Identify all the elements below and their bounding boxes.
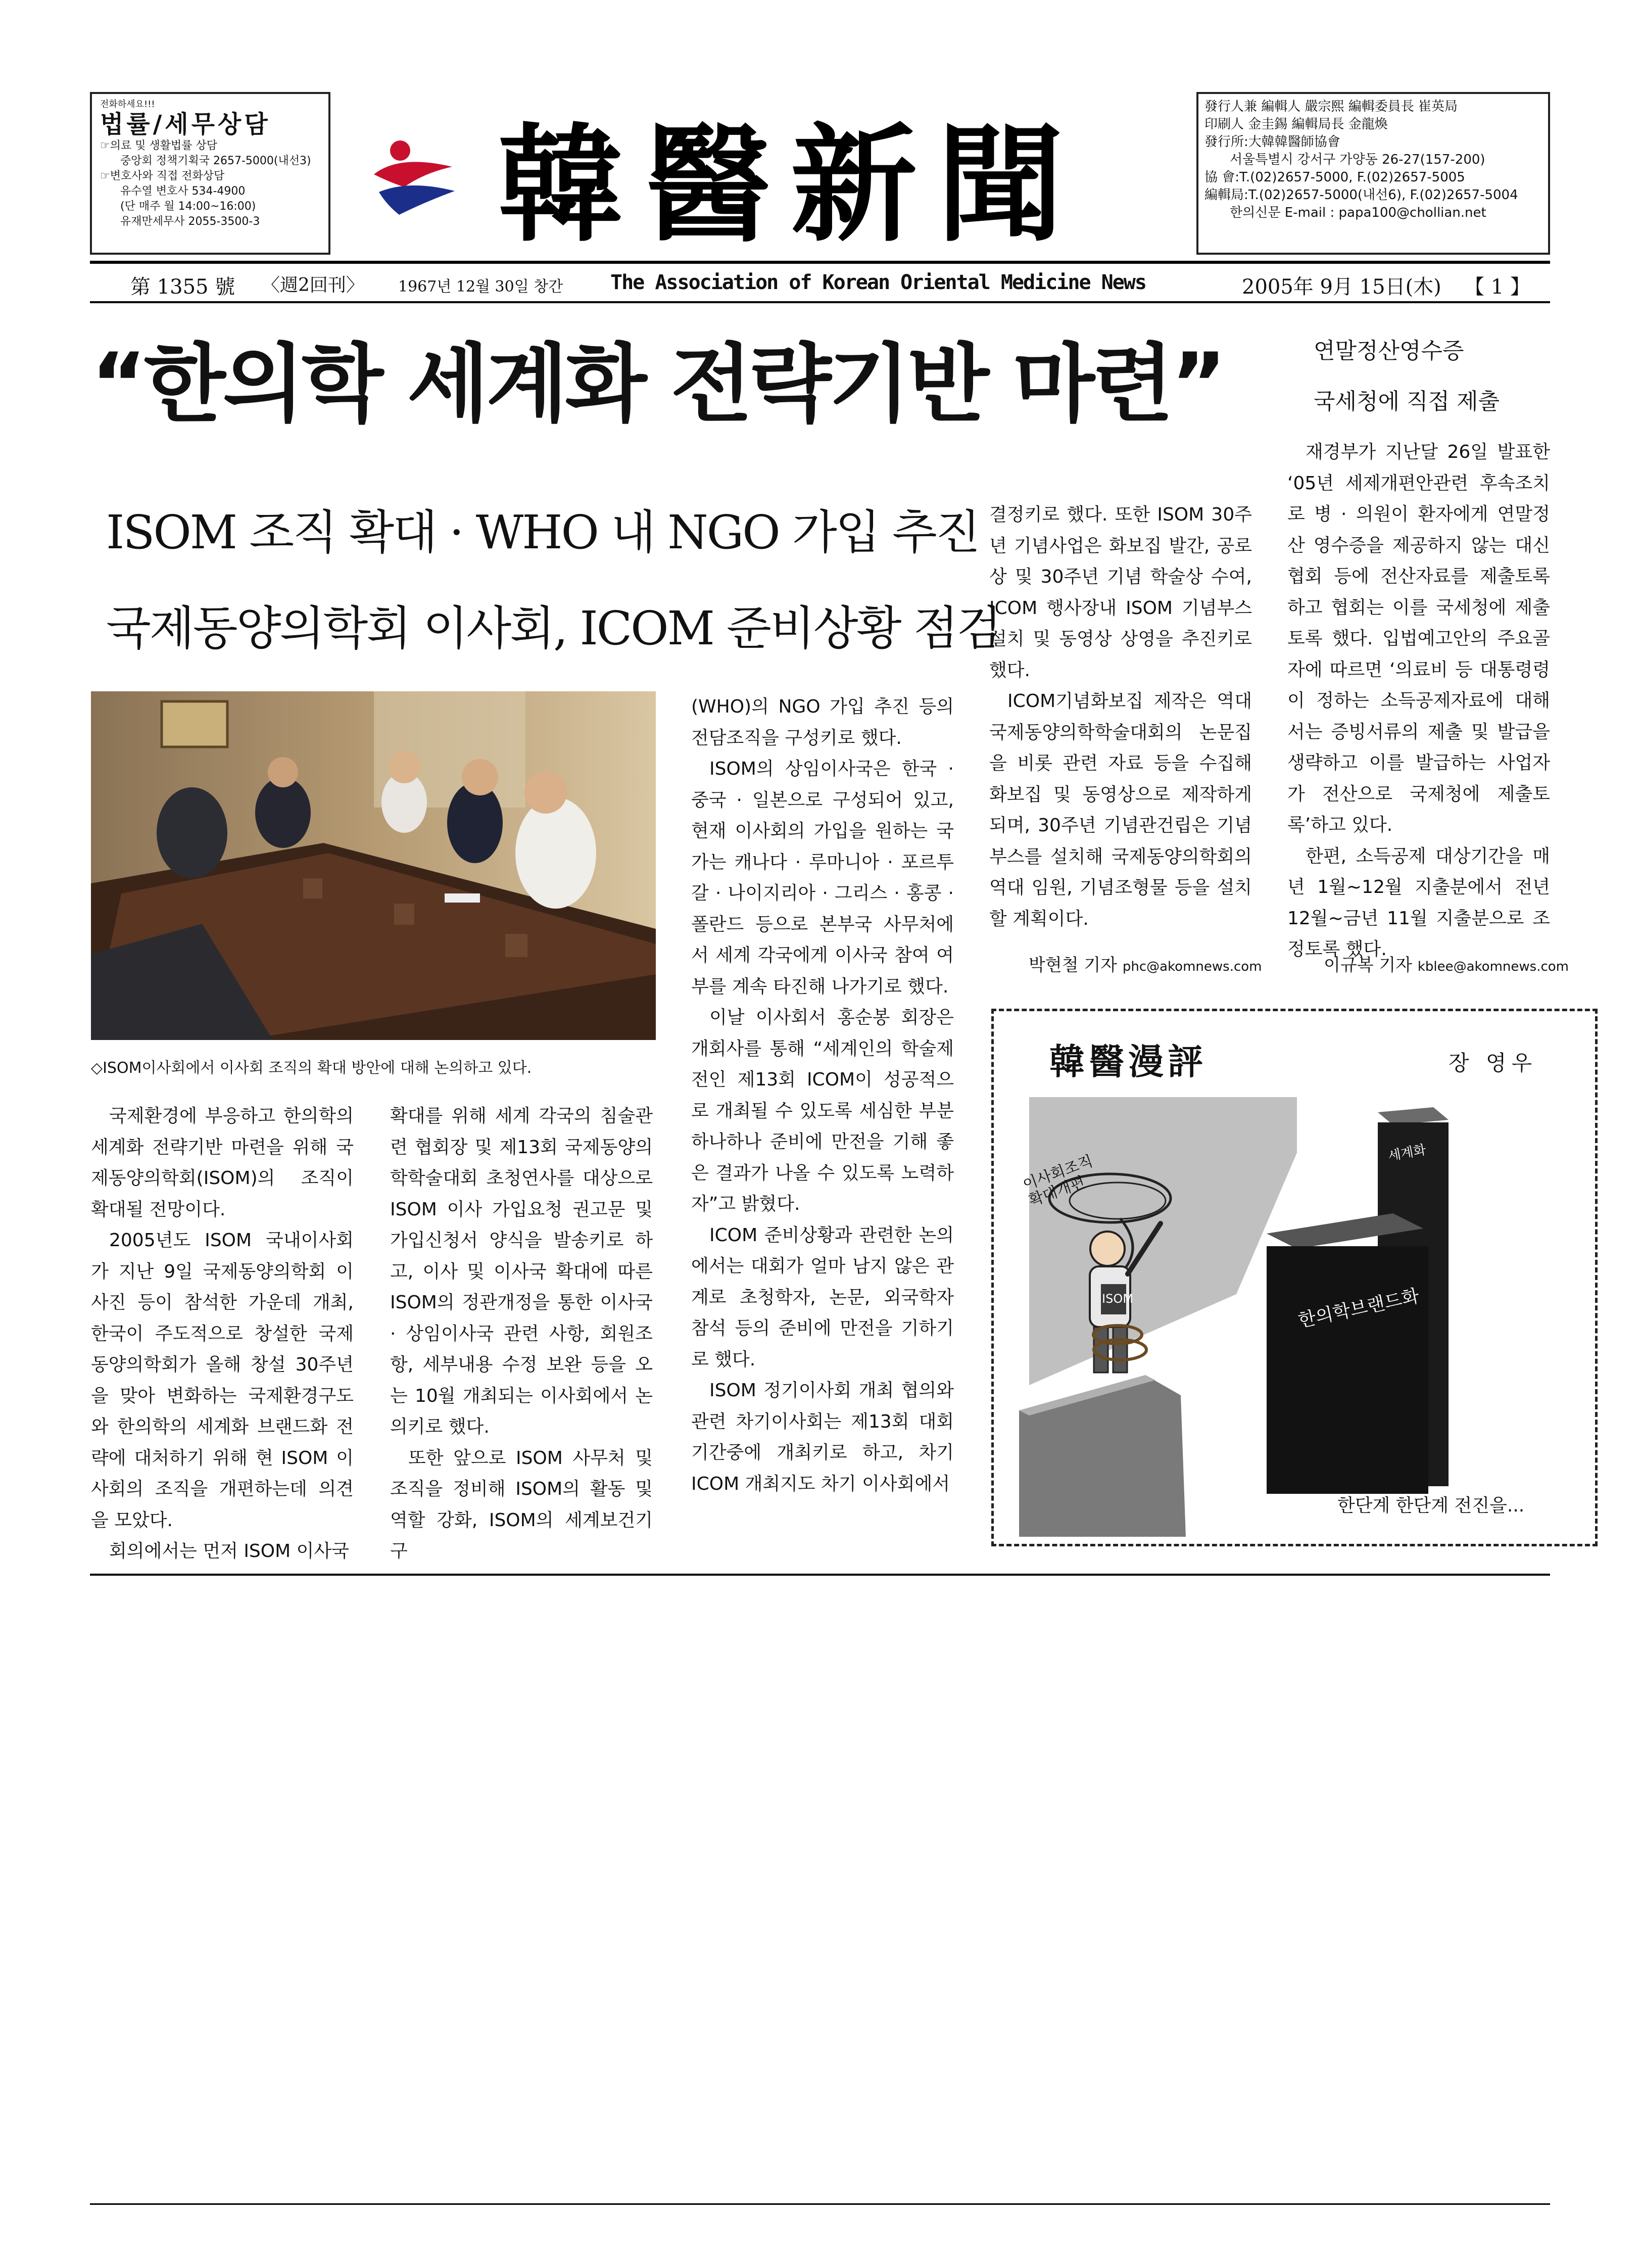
sub-headline-1: ISOM 조직 확대 · WHO 내 NGO 가입 추진	[106, 505, 979, 559]
masthead	[364, 111, 1152, 258]
article-paragraph: 또한 앞으로 ISOM 사무처 및 조직을 정비해 ISOM의 활동 및 역할 강화, ISOM의 세계보건기구	[390, 1447, 653, 1562]
article-paragraph: 한편, 소득공제 대상기간을 매년 1월~12월 지출분에서 전년 12월~금년 11월 지출분으로 조정토록 했다.	[1287, 845, 1550, 960]
cartoon-building-small-label: 세계화	[1387, 1142, 1427, 1164]
article-paragraph: 회의에서는 먼저 ISOM 이사국	[109, 1541, 349, 1562]
byline-email: kblee@akomnews.com	[1417, 959, 1569, 974]
date-bar-bottom-rule	[90, 301, 1550, 303]
cartoon-figure-label: ISOM	[1102, 1292, 1133, 1306]
issue-number: 第 1355 號	[130, 275, 235, 299]
side-story-head-2: 국세청에 직접 제출	[1314, 389, 1500, 414]
article-paragraph: ISOM 정기이사회 개최 협의와 관련 차기이사회는 제13회 대회 기간중에 개최키로 하고, 차기 ICOM 개최지도 차기 이사회에서	[691, 1380, 954, 1494]
article-paragraph: ISOM의 상임이사국은 한국 · 중국 · 일본으로 구성되어 있고, 현재 이사회의 가입을 원하는 국가는 캐나다 · 루마니아 · 포르투갈 · 나이지리아 · 그리스 · 홍콩 · 폴란드 등으로 본부국 사무처에서 세계 각국에게 이사국 참여 여부를 계속 타진해 나가기로 했다.	[691, 759, 954, 997]
cartoon-artist: 장 영우	[1449, 1051, 1537, 1075]
meeting-photo-image	[91, 691, 656, 1040]
main-story-column-4	[989, 499, 1252, 934]
issue-date: 2005年 9月 15日(木)	[1242, 275, 1441, 299]
english-title: The Association of Korean Oriental Medicine News	[610, 271, 1146, 294]
publisher-line: 印刷人 金圭錫 編輯局長 金龍煥	[1204, 117, 1388, 132]
legal-line: 중앙회 정책기획국 2657-5000(내선3)	[120, 155, 311, 167]
editorial-cartoon	[991, 1009, 1598, 1546]
masthead-title: 韓醫新聞	[498, 110, 1084, 259]
publisher-line: 한의신문 E-mail : papa100@chollian.net	[1230, 205, 1486, 220]
kmd-logo-icon	[369, 131, 460, 232]
founded-date: 1967년 12월 30일 창간	[398, 278, 563, 296]
article-paragraph: 재경부가 지난달 26일 발표한 ‘05년 세제개편안관련 후속조치로 병 · 의원이 환자에게 연말정산 영수증을 제공하지 않는 대신 협회 등에 전산자료를 제출토록 하고 협회는 이를 국세청에 제출토록 했다. 입법예고안의 주요골자에 따르면 ‘의료비 등 대통령령이 정하는 소득공제자료에 대해서는 증빙서류의 제출 및 발급을 생략하고 이를 발급하는 사업자가 전산으로 국제청에 제출토록’하고 있다.	[1287, 442, 1550, 835]
article-paragraph: 결정키로 했다. 또한 ISOM 30주년 기념사업은 화보집 발간, 공로상 및 30주년 기념 학술상 수여, ICOM 행사장내 ISOM 기념부스 설치 및 동영상 상영을 추진키로 했다.	[989, 504, 1252, 681]
publisher-line: 發行人兼 編輯人 嚴宗熙 編輯委員長 崔英局	[1204, 99, 1458, 114]
page-section-rule	[90, 1574, 1550, 1576]
cartoon-bottom-text: 한단계 한단계 전진을...	[1337, 1495, 1525, 1516]
legal-line: (단 매주 월 14:00~16:00)	[120, 200, 256, 213]
article-paragraph: ICOM 준비상황과 관련한 논의에서는 대회가 얼마 남지 않은 관계로 초청학자, 논문, 외국학자 참석 등의 준비에 만전을 기하기로 했다.	[691, 1224, 954, 1370]
meeting-photo	[91, 691, 656, 1040]
cartoon-title: 韓醫漫評	[1049, 1041, 1207, 1082]
page-number: 【 1 】	[1464, 275, 1530, 299]
sub-headline-2: 국제동양의학회 이사회, ICOM 준비상황 점검	[106, 601, 1000, 655]
publisher-line: 協 會:T.(02)2657-5000, F.(02)2657-5005	[1204, 170, 1465, 185]
legal-call-text: 전화하세요!!!	[100, 99, 155, 110]
article-paragraph: (WHO)의 NGO 가입 추진 등의 전담조직을 구성키로 했다.	[691, 696, 954, 748]
side-story-head-1: 연말정산영수증	[1314, 338, 1464, 364]
article-paragraph: 2005년도 ISOM 국내이사회가 지난 9일 국제동양의학회 이사진 등이 참석한 가운데 개최, 한국이 주도적으로 창설한 국제동양의학회가 올해 창설 30주년을 맞아 변화하는 국제환경구도와 한의학의 세계화 브랜드화 전략에 대처하기 위해 현 ISOM 이사회의 조직을 개편하는데 의견을 모았다.	[91, 1230, 354, 1531]
main-story-column-3	[691, 691, 954, 1499]
publisher-line: 發行所:大韓韓醫師協會	[1204, 134, 1340, 150]
article-paragraph: ICOM기념화보집 제작은 역대 국제동양의학학술대회의 논문집을 비롯 관련 자료 등을 수집해 화보집 및 동영상으로 제작하게 되며, 30주년 기념관건립은 기념부스를 설치해 국제동양의학회의 역대 임원, 기념조형물 등을 설치할 계획이다.	[989, 691, 1252, 929]
publisher-info-box	[1196, 92, 1550, 255]
legal-line: ☞의료 및 생활법률 상담	[100, 139, 217, 152]
photo-caption: ◇ISOM이사회에서 이사회 조직의 확대 방안에 대해 논의하고 있다.	[91, 1059, 532, 1077]
main-story-column-1	[91, 1101, 354, 1567]
legal-consult-box	[90, 92, 330, 255]
publisher-line: 編輯局:T.(02)2657-5000(내선6), F.(02)2657-5004	[1204, 187, 1518, 203]
publisher-line: 서울특별시 강서구 가양동 26-27(157-200)	[1230, 152, 1485, 167]
main-headline: “한의학 세계화 전략기반 마련”	[91, 335, 1224, 434]
page-bottom-rule	[90, 2203, 1550, 2205]
cartoon-bubble-text: 이사회조직 확대개편	[1020, 1152, 1095, 1210]
legal-box-title: 법률/세무상담	[100, 110, 271, 138]
date-bar	[90, 263, 1550, 302]
article-paragraph: 확대를 위해 세계 각국의 침술관련 협회장 및 제13회 국제동양의학학술대회 초청연사를 대상으로 ISOM 이사 가입요청 권고문 및 가입신청서 양식을 발송키로 하고, 이사 및 이사국 확대에 따른 ISOM의 정관개정을 통한 이사국 · 상임이사국 관련 사항, 회원조항, 세부내용 수정 보완 등을 오는 10월 개최되는 이사회에서 논의키로 했다.	[390, 1106, 653, 1437]
byline-name: 박현철 기자	[1029, 955, 1118, 975]
legal-line: 유재만세무사 2055-3500-3	[120, 215, 260, 228]
side-story-byline	[1324, 951, 1569, 976]
byline-email: phc@akomnews.com	[1122, 959, 1262, 974]
legal-line: ☞변호사와 직접 전화상담	[100, 170, 225, 182]
side-story-body	[1287, 437, 1550, 965]
main-story-column-2	[390, 1101, 653, 1567]
article-paragraph: 이날 이사회서 홍순봉 회장은 개회사를 통해 “세계인의 학술제전인 제13회 ICOM이 성공적으로 개최될 수 있도록 세심한 부분 하나하나 준비에 만전을 기해 좋은 결과가 나올 수 있도록 노력하자”고 밝혔다.	[691, 1007, 954, 1214]
cartoon-drawing	[994, 1011, 1595, 1544]
legal-line: 유수열 변호사 534-4900	[120, 185, 246, 198]
main-story-byline	[1029, 951, 1262, 976]
issue-frequency: 〈週2回刊〉	[262, 275, 364, 296]
cartoon-building-large-label: 한의학브랜드화	[1296, 1286, 1421, 1332]
byline-name: 이규복 기자	[1324, 955, 1413, 975]
article-paragraph: 국제환경에 부응하고 한의학의 세계화 전략기반 마련을 위해 국제동양의학회(ISOM)의 조직이 확대될 전망이다.	[91, 1106, 354, 1220]
